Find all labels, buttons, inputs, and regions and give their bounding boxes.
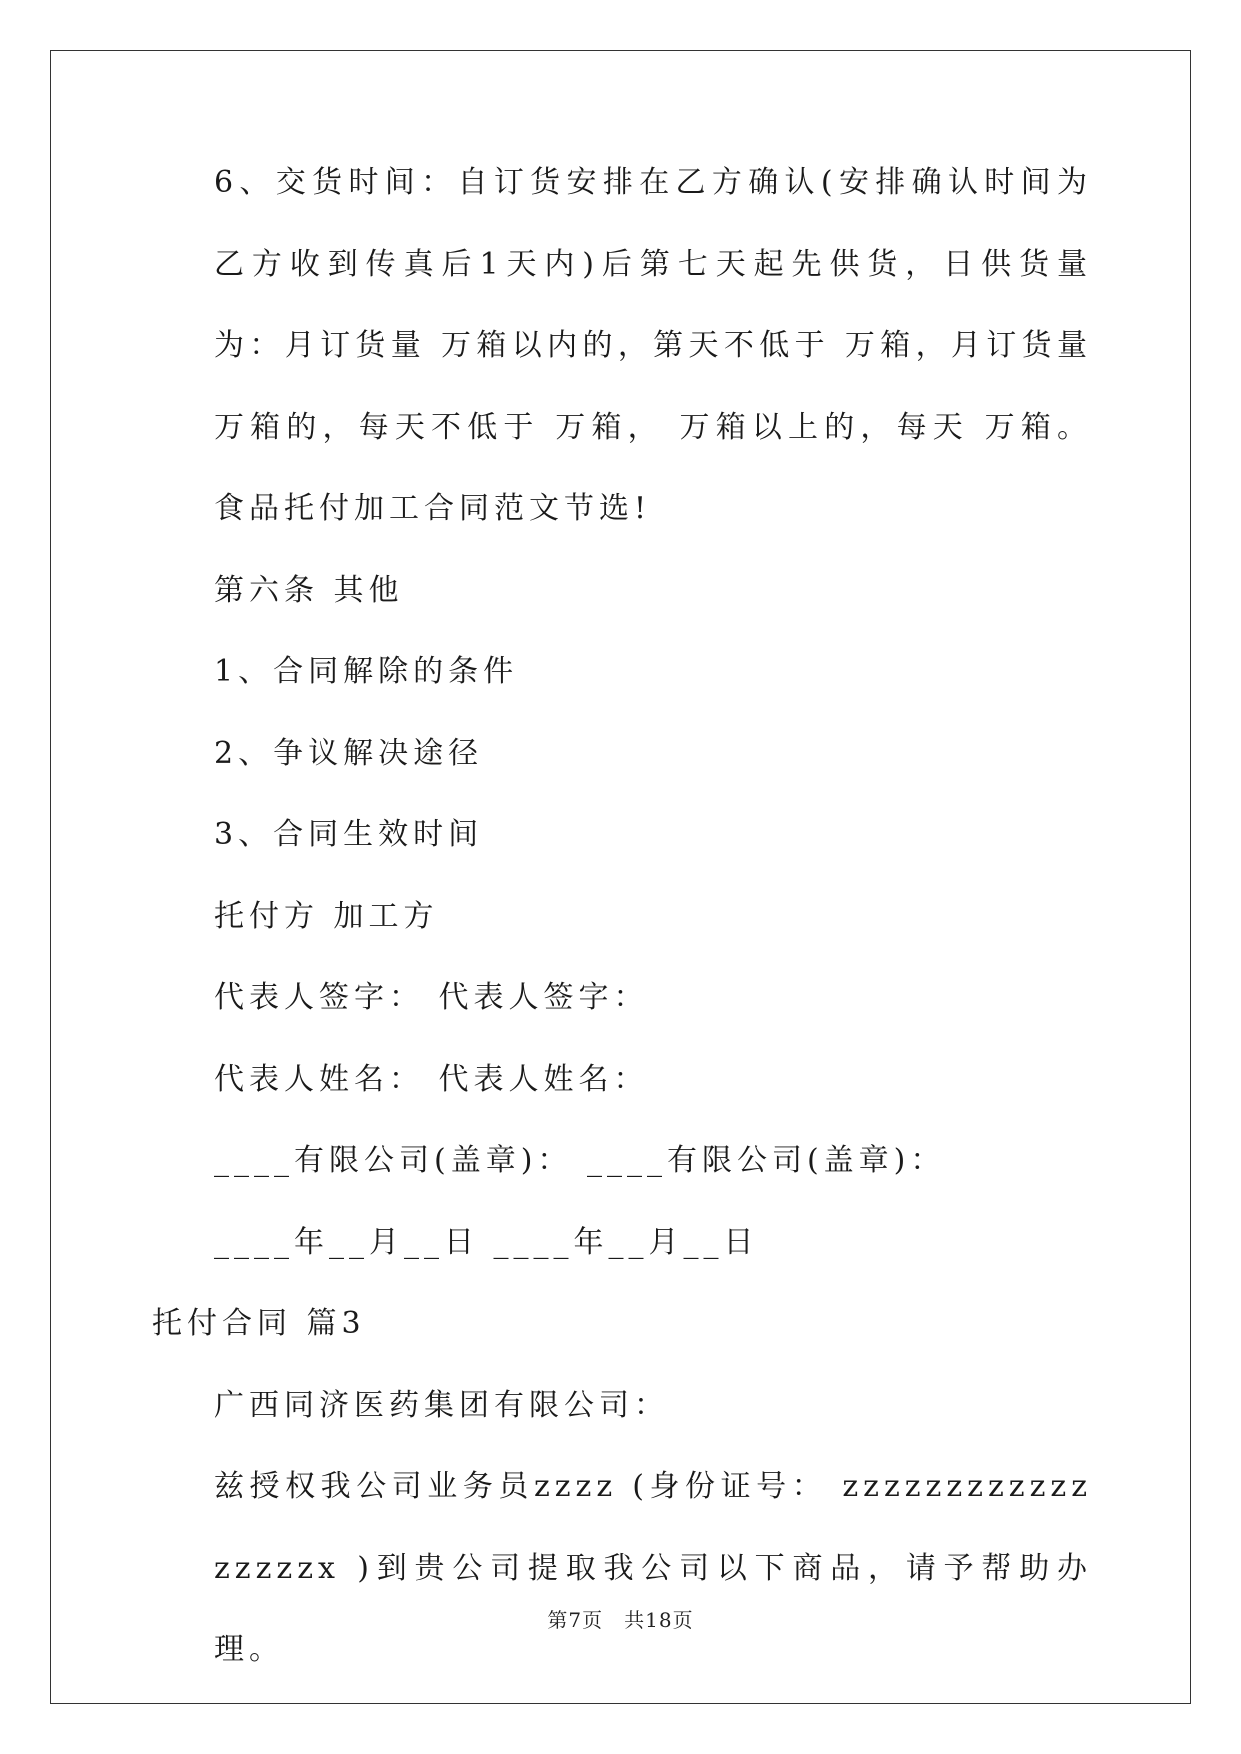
date-line: ____年__月__日 ____年__月__日 [214,1224,759,1260]
clause-termination: 1、合同解除的条件 [214,654,519,689]
clause-dispute: 2、争议解决途径 [214,735,484,771]
company-seal-line: ____有限公司(盖章)： ____有限公司(盖章)： [214,1143,946,1178]
paragraph-delivery-time: 6、交货时间：自订货安排在乙方确认(安排确认时间为乙方收到传真后1天内)后第七天起先供货，日供货量为：月订货量 万箱以内的，第天不低于 万箱，月订货量 万箱的，每天不低于 万箱， 万箱以上的，每天 万箱。食品托付加工合同范文节选! [214,165,1092,526]
name-line: 代表人姓名： 代表人姓名： [214,1061,649,1097]
page-number-footer: 第7页 共18页 [547,1608,694,1632]
authorization-paragraph: 兹授权我公司业务员zzzz (身份证号： zzzzzzzzzzzzzzzzzx )到贵公司提取我公司以下商品，请予帮助办理。 [214,1469,1092,1667]
clause-effective-time: 3、合同生效时间 [214,817,484,852]
heading-article-six: 第六条 其他 [214,572,404,608]
signature-line: 代表人签字： 代表人签字： [214,980,649,1015]
parties-line: 托付方 加工方 [214,898,439,934]
section-heading: 托付合同 篇3 [152,1306,366,1341]
document-body [152,160,1092,1691]
addressee-line: 广西同济医药集团有限公司： [214,1387,669,1423]
